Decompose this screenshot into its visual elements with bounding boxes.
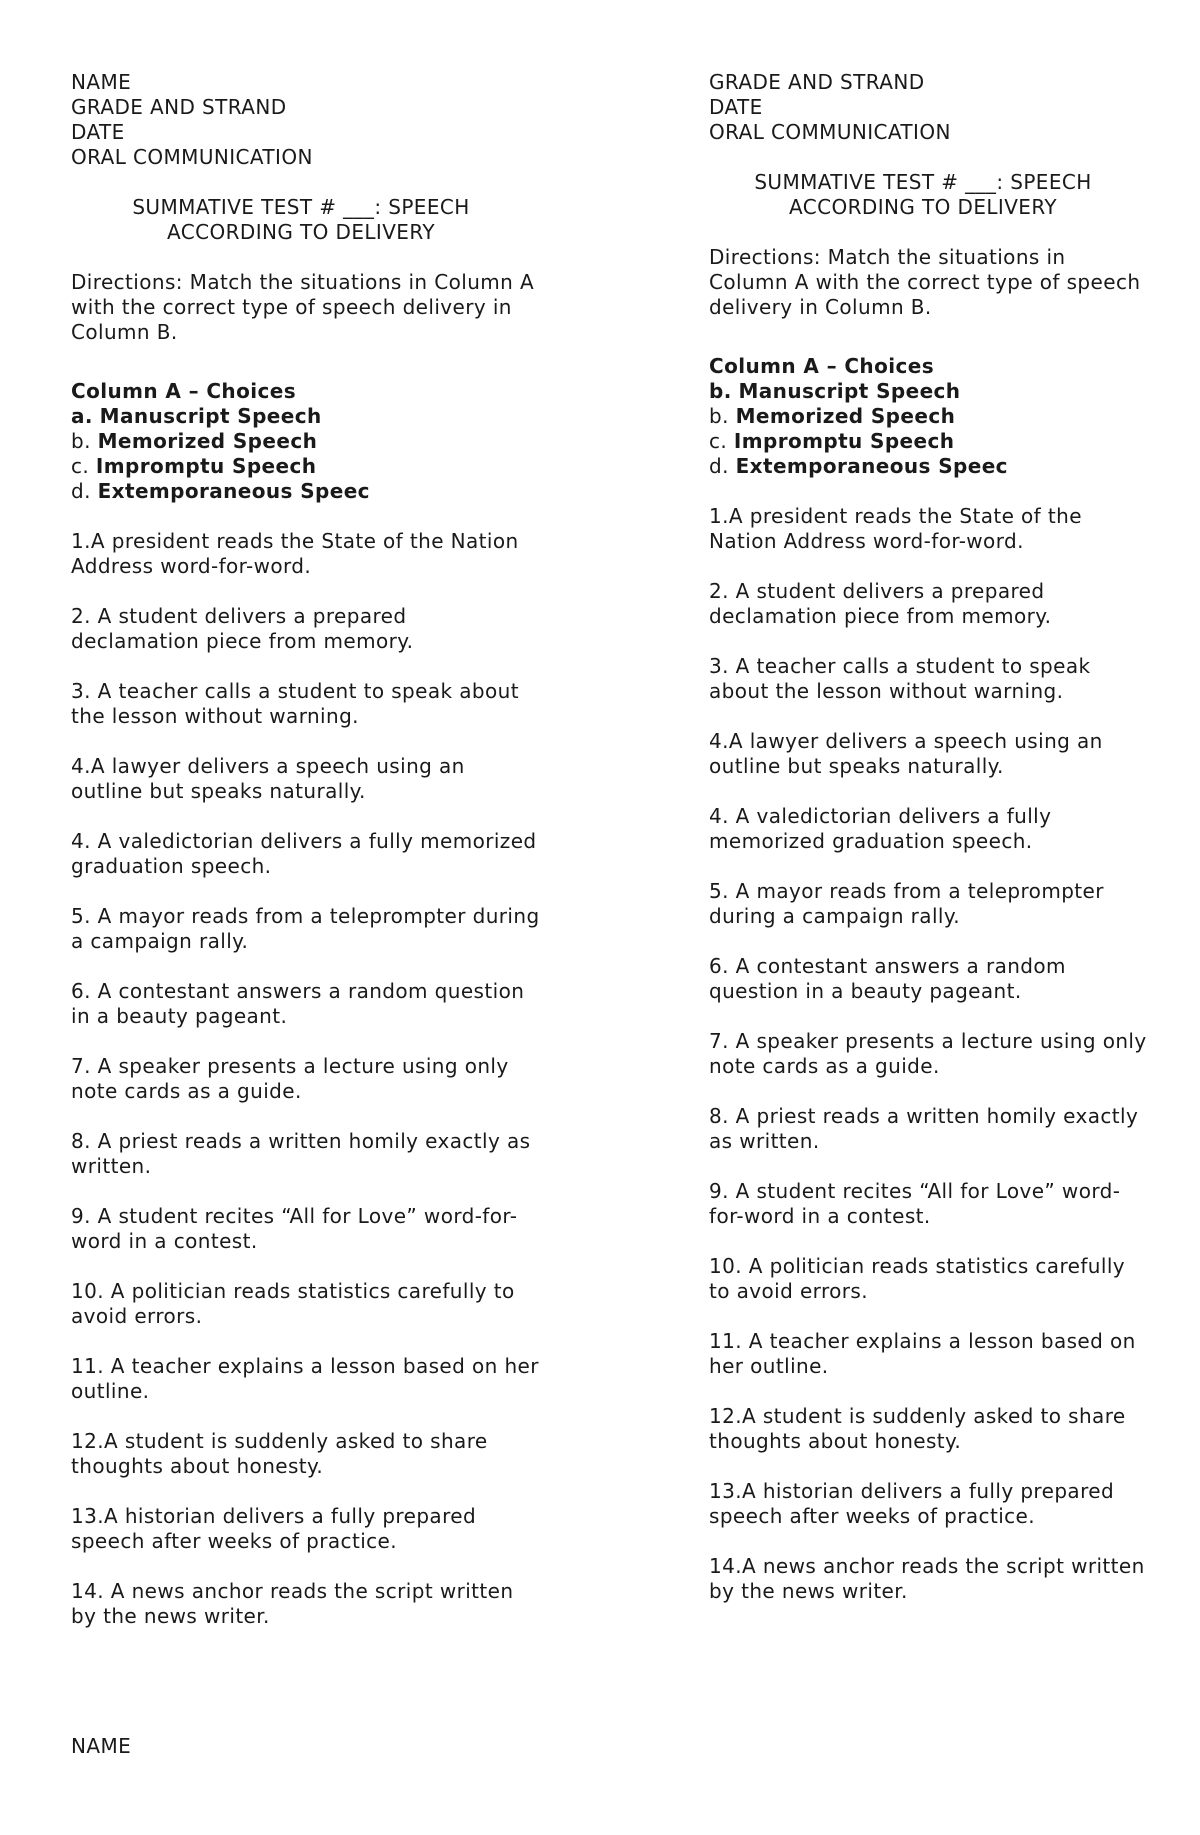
choice-letter: c. <box>71 454 90 478</box>
list-item: 11. A teacher explains a lesson based on her outline. <box>71 1354 539 1403</box>
list-item: 1.A president reads the State of the Nation Address word-for-word. <box>71 529 519 578</box>
test-title-line2: ACCORDING TO DELIVERY <box>789 195 1057 219</box>
choices-list <box>709 379 1149 479</box>
list-item: 1.A president reads the State of the Nation Address word-for-word. <box>709 504 1082 553</box>
list-item: 12.A student is suddenly asked to share thoughts about honesty. <box>71 1429 488 1478</box>
list-item: 2. A student delivers a prepared declamation piece from memory. <box>71 604 414 653</box>
list-item: 9. A student recites “All for Love” word-for-word in a contest. <box>709 1179 1121 1228</box>
list-item: 14.A news anchor reads the script written by the news writer. <box>709 1554 1145 1603</box>
items-list <box>71 529 541 1629</box>
right-test-column <box>709 70 1149 1629</box>
choices-list <box>71 404 541 504</box>
list-item: 10. A politician reads statistics carefully to avoid errors. <box>71 1279 515 1328</box>
list-item: 9. A student recites “All for Love” word-for-word in a contest. <box>71 1204 518 1253</box>
list-item: 6. A contestant answers a random question in a beauty pageant. <box>709 954 1066 1003</box>
list-item: 5. A mayor reads from a teleprompter during a campaign rally. <box>709 879 1104 928</box>
list-item: 11. A teacher explains a lesson based on her outline. <box>709 1329 1136 1378</box>
list-item: 14. A news anchor reads the script written by the news writer. <box>71 1579 514 1628</box>
choice-letter: b. <box>709 379 732 403</box>
choice-item <box>709 429 1149 454</box>
choice-text: Impromptu Speech <box>733 429 955 453</box>
list-item: 13.A historian delivers a fully prepared speech after weeks of practice. <box>71 1504 477 1553</box>
choice-text: Memorized Speech <box>97 429 318 453</box>
date-label: DATE <box>709 95 763 119</box>
test-title-line2: ACCORDING TO DELIVERY <box>167 220 435 244</box>
subject-label: ORAL COMMUNICATION <box>71 145 313 169</box>
choice-item <box>71 429 541 454</box>
list-item: 12.A student is suddenly asked to share thoughts about honesty. <box>709 1404 1126 1453</box>
list-item: 8. A priest reads a written homily exactly as written. <box>71 1129 531 1178</box>
test-title <box>61 195 541 245</box>
directions-text: Directions: Match the situations in Column A with the correct type of speech delivery in Column B. <box>71 270 535 344</box>
list-item: 4. A valedictorian delivers a fully memorized graduation speech. <box>71 829 537 878</box>
choice-item <box>709 404 1149 429</box>
items-list <box>709 504 1149 1604</box>
list-item: 4.A lawyer delivers a speech using an outline but speaks naturally. <box>709 729 1103 778</box>
list-item: 3. A teacher calls a student to speak about the lesson without warning. <box>709 654 1091 703</box>
column-a-title: Column A – Choices <box>71 379 296 403</box>
date-label: DATE <box>71 120 125 144</box>
choice-item <box>71 479 541 504</box>
test-title-line1: SUMMATIVE TEST # ___: SPEECH <box>754 170 1092 194</box>
list-item: 7. A speaker presents a lecture using only note cards as a guide. <box>71 1054 509 1103</box>
name-label: NAME <box>71 70 132 94</box>
list-item: 8. A priest reads a written homily exactly as written. <box>709 1104 1139 1153</box>
footer-name-label: NAME <box>71 1734 132 1758</box>
list-item: 13.A historian delivers a fully prepared speech after weeks of practice. <box>709 1479 1115 1528</box>
choice-item <box>71 454 541 479</box>
choice-text: Impromptu Speech <box>95 454 317 478</box>
list-item: 10. A politician reads statistics carefully to avoid errors. <box>709 1254 1126 1303</box>
choice-text: Extemporaneous Speec <box>735 454 1008 478</box>
choice-letter: c. <box>709 429 728 453</box>
choice-letter: d. <box>71 479 91 503</box>
test-title-line1: SUMMATIVE TEST # ___: SPEECH <box>132 195 470 219</box>
left-test-column <box>71 70 541 1654</box>
choice-text: Extemporaneous Speec <box>97 479 370 503</box>
directions-text: Directions: Match the situations in Column A with the correct type of speech delivery in Column B. <box>709 245 1141 319</box>
grade-strand-label: GRADE AND STRAND <box>709 70 925 94</box>
choice-text: Manuscript Speech <box>738 379 961 403</box>
grade-strand-label: GRADE AND STRAND <box>71 95 287 119</box>
list-item: 3. A teacher calls a student to speak about the lesson without warning. <box>71 679 519 728</box>
choice-item <box>709 454 1149 479</box>
choice-letter: b. <box>709 404 729 428</box>
choice-letter: b. <box>71 429 91 453</box>
list-item: 4.A lawyer delivers a speech using an outline but speaks naturally. <box>71 754 465 803</box>
choice-text: Manuscript Speech <box>99 404 322 428</box>
list-item: 5. A mayor reads from a teleprompter during a campaign rally. <box>71 904 540 953</box>
list-item: 6. A contestant answers a random question in a beauty pageant. <box>71 979 525 1028</box>
column-a-title: Column A – Choices <box>709 354 934 378</box>
list-item: 2. A student delivers a prepared declamation piece from memory. <box>709 579 1052 628</box>
subject-label: ORAL COMMUNICATION <box>709 120 951 144</box>
choice-item <box>709 379 1149 404</box>
choice-letter: a. <box>71 404 93 428</box>
choice-item <box>71 404 541 429</box>
choice-text: Memorized Speech <box>735 404 956 428</box>
list-item: 7. A speaker presents a lecture using only note cards as a guide. <box>709 1029 1147 1078</box>
test-title <box>697 170 1149 220</box>
right-header-block <box>709 70 1149 145</box>
list-item: 4. A valedictorian delivers a fully memorized graduation speech. <box>709 804 1052 853</box>
left-header-block <box>71 70 541 170</box>
choice-letter: d. <box>709 454 729 478</box>
